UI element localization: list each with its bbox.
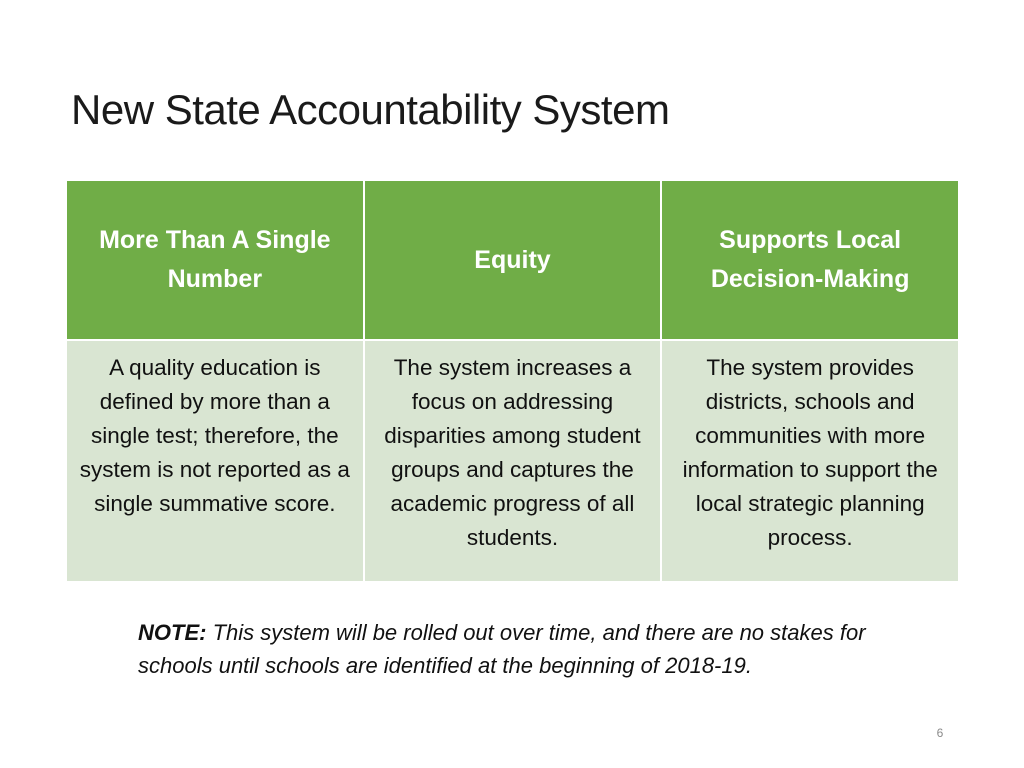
header-supports-local-decision-making: Supports Local Decision-Making [661,180,959,340]
page-number: 6 [936,726,944,740]
note-text: This system will be rolled out over time, and there are no stakes for schools until schools are identified at the beginning of 2018-19. [138,620,866,678]
cell-more-than-a-single-number: A quality education is defined by more than a single test; therefore, the system is not reported as a single summative score. [66,340,364,582]
cell-equity: The system increases a focus on addressing disparities among student groups and captures the academic progress of all students. [364,340,662,582]
note [138,616,898,682]
cell-supports-local-decision-making: The system provides districts, schools and communities with more information to support the local strategic planning process. [661,340,959,582]
slide-title: New State Accountability System [71,86,670,133]
header-more-than-a-single-number: More Than A Single Number [66,180,364,340]
table-header-row [66,180,959,340]
table-row [66,340,959,582]
header-equity: Equity [364,180,662,340]
pillars-table [65,179,960,583]
note-label: NOTE: [138,620,207,645]
